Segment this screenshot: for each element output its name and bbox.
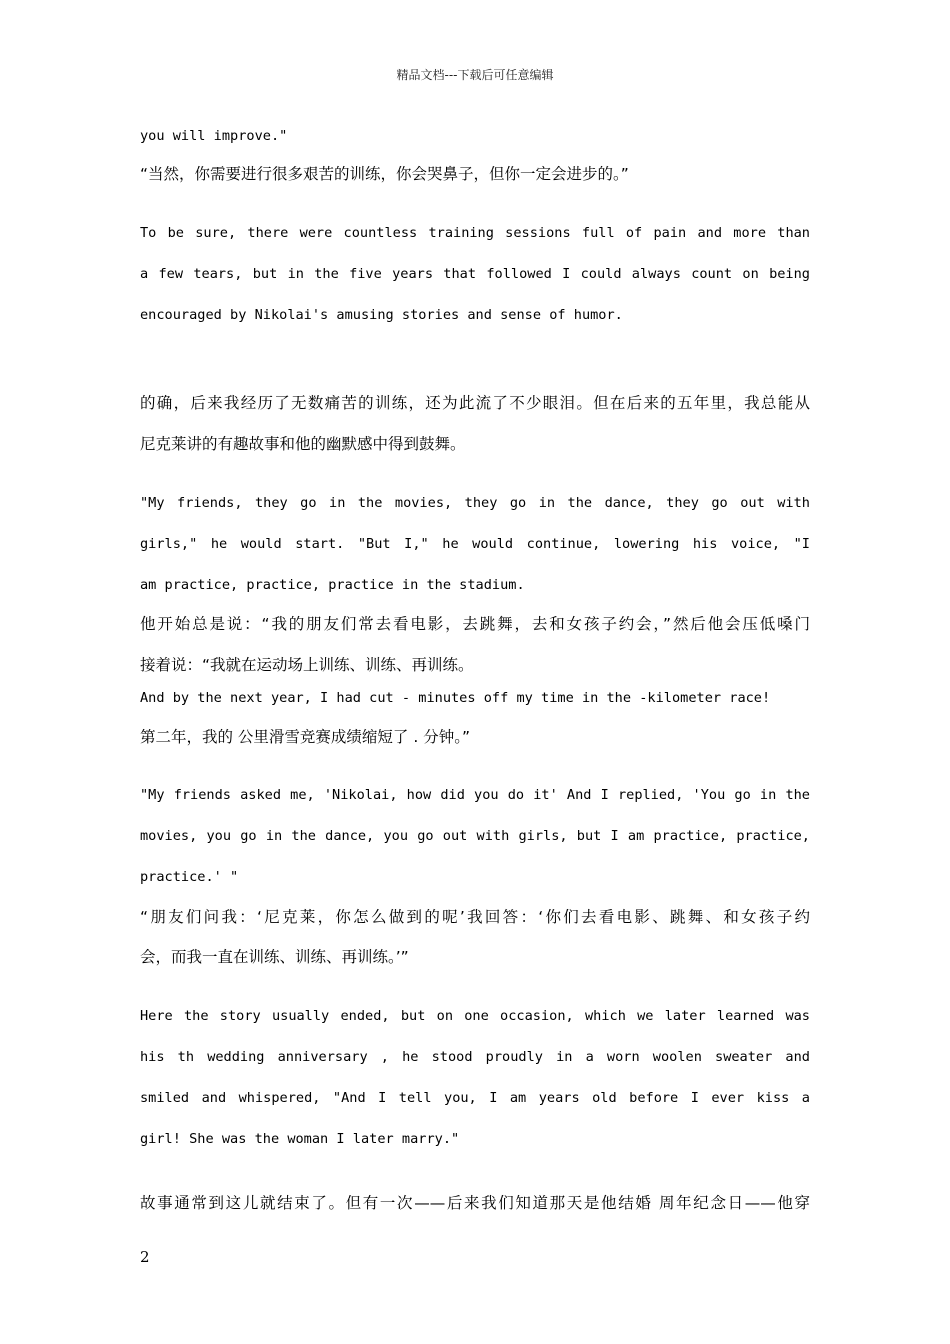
text-line: am practice, practice, practice in the stadium. xyxy=(140,577,525,593)
text-line: 故事通常到这儿就结束了。但有一次——后来我们知道那天是他结婚 周年纪念日——他穿 xyxy=(140,1194,810,1212)
text-line: encouraged by Nikolai's amusing stories and sense of humor. xyxy=(140,307,623,323)
text-line: “当然，你需要进行很多艰苦的训练，你会哭鼻子，但你一定会进步的。” xyxy=(140,165,629,183)
text-line: And by the next year, I had cut - minutes off my time in the -kilometer race! xyxy=(140,690,771,706)
text-line: 尼克莱讲的有趣故事和他的幽默感中得到鼓舞。 xyxy=(140,435,466,453)
text-line: To be sure, there were countless training sessions full of pain and more than xyxy=(140,225,810,241)
text-line: 第二年，我的 公里滑雪竞赛成绩缩短了 . 分钟。” xyxy=(140,728,470,746)
text-line: 接着说：“我就在运动场上训练、训练、再训练。 xyxy=(140,656,474,674)
text-line: girl! She was the woman I later marry." xyxy=(140,1131,460,1147)
text-line: “朋友们问我：‘尼克莱，你怎么做到的呢’我回答：‘你们去看电影、跳舞、和女孩子约 xyxy=(140,908,810,926)
text-line: Here the story usually ended, but on one occasion, which we later learned was xyxy=(140,1008,810,1024)
page-header: 精品文档---下载后可任意编辑 xyxy=(396,68,554,82)
text-line: girls," he would start. "But I," he would continue, lowering his voice, "I xyxy=(140,536,810,552)
text-line: 他开始总是说：“我的朋友们常去看电影，去跳舞，去和女孩子约会，”然后他会压低嗓门 xyxy=(140,615,810,633)
text-line: 的确，后来我经历了无数痛苦的训练，还为此流了不少眼泪。但在后来的五年里，我总能从 xyxy=(140,394,810,412)
text-line: a few tears, but in the five years that followed I could always count on being xyxy=(140,266,810,282)
text-line: his th wedding anniversary , he stood proudly in a worn woolen sweater and xyxy=(140,1049,810,1065)
text-line: practice.' " xyxy=(140,869,239,885)
text-line: "My friends, they go in the movies, they go in the dance, they go out with xyxy=(140,495,810,511)
text-line: smiled and whispered, "And I tell you, I am years old before I ever kiss a xyxy=(140,1090,810,1106)
text-line: "My friends asked me, 'Nikolai, how did you do it' And I replied, 'You go in the xyxy=(140,787,810,803)
text-line: you will improve." xyxy=(140,128,288,144)
text-line: 会，而我一直在训练、训练、再训练。’” xyxy=(140,948,409,966)
page-number: 2 xyxy=(140,1248,150,1266)
text-line: movies, you go in the dance, you go out with girls, but I am practice, practice, xyxy=(140,828,810,844)
